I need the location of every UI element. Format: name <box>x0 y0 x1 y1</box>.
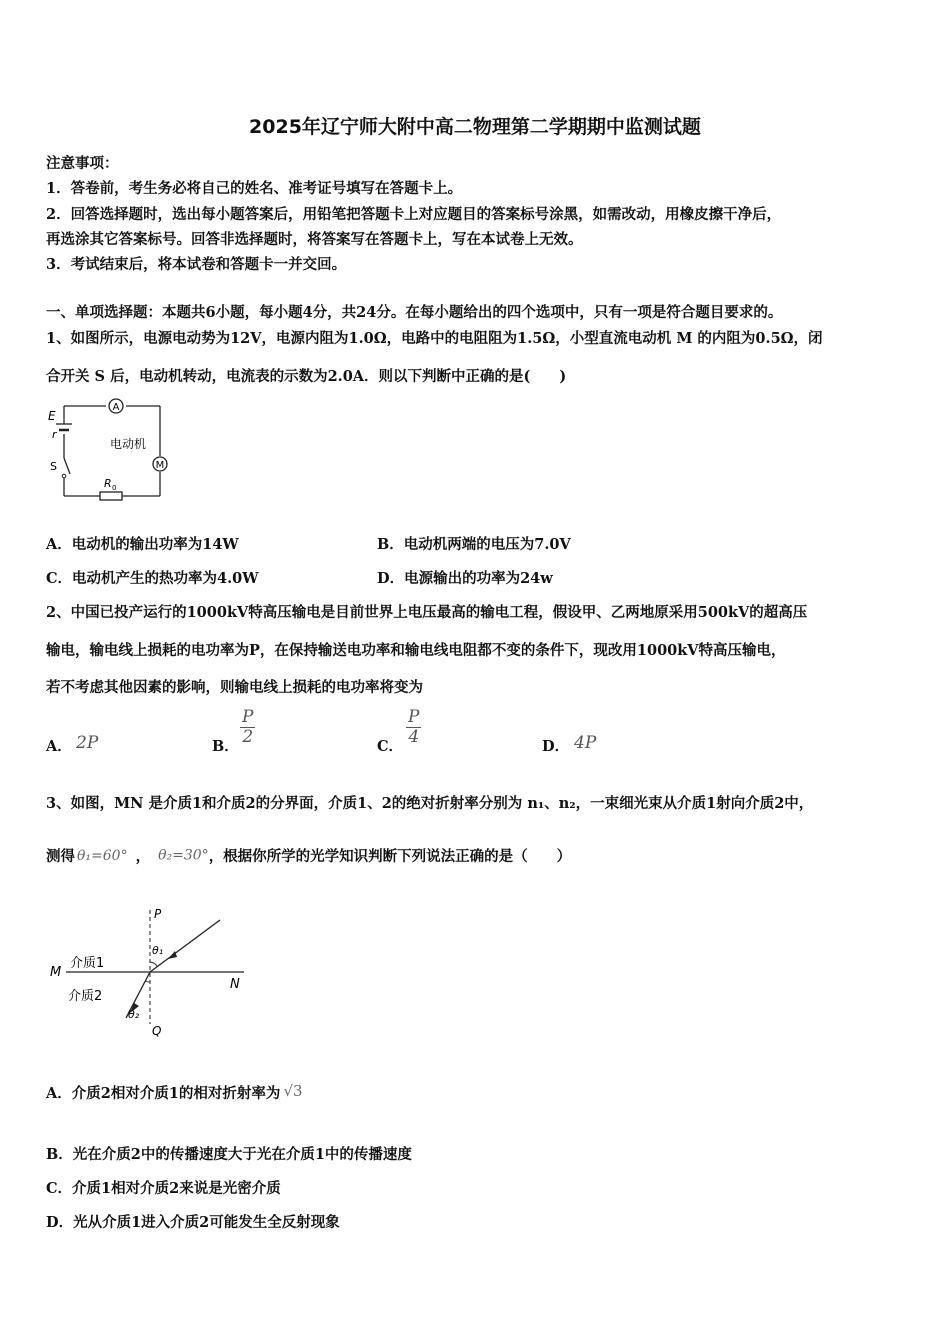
svg-text:M: M <box>50 965 62 980</box>
q2-option-b-fraction: $\frac{P}{2}$ <box>242 707 254 747</box>
q2-option-c-fraction: $\frac{P}{4}$ <box>408 707 420 747</box>
q1-option-b: B．电动机两端的电压为7.0V <box>377 536 571 553</box>
notice-heading: 注意事项： <box>46 155 119 172</box>
q2-option-b-label: B． <box>212 738 239 755</box>
svg-text:N: N <box>230 977 240 992</box>
q3-option-c: C．介质1相对介质2来说是光密介质 <box>46 1180 281 1197</box>
svg-text:介质1: 介质1 <box>70 956 105 971</box>
q1-option-c: C．电动机产生的热功率为4.0W <box>46 570 259 587</box>
q1-line2: 合开关 S 后，电动机转动，电流表的示数为2.0A．则以下判断中正确的是( ) <box>46 368 567 385</box>
svg-text:E: E <box>48 409 56 423</box>
q3-option-b: B．光在介质2中的传播速度大于光在介质1中的传播速度 <box>46 1146 412 1163</box>
switch-blade <box>64 458 70 474</box>
svg-text:S: S <box>50 460 57 473</box>
q3-option-d: D．光从介质1进入介质2可能发生全反射现象 <box>46 1214 340 1231</box>
resistor-icon <box>100 492 122 500</box>
svg-text:介质2: 介质2 <box>68 989 103 1004</box>
q1-option-d: D．电源输出的功率为24w <box>377 570 553 587</box>
q2-line1: 2、中国已投产运行的1000kV特高压输电是目前世界上电压最高的输电工程，假设甲、乙两地原采用500kV的超高压 <box>46 604 808 621</box>
svg-text:电动机: 电动机 <box>110 437 147 451</box>
q1-circuit-diagram <box>44 398 174 504</box>
svg-text:θ₁: θ₁ <box>152 944 164 957</box>
svg-text:r: r <box>52 428 57 441</box>
svg-text:0: 0 <box>112 484 117 492</box>
svg-text:θ₂: θ₂ <box>128 1008 140 1021</box>
notice-item-3: 3．考试结束后，将本试卷和答题卡一并交回。 <box>46 256 347 273</box>
svg-text:Q: Q <box>152 1024 162 1038</box>
q2-option-d-label: D． <box>542 738 570 755</box>
section-heading: 一、单项选择题：本题共6小题，每小题4分，共24分。在每小题给出的四个选项中，只有一项是符合题目要求的。 <box>46 304 783 321</box>
svg-text:P: P <box>154 907 162 921</box>
q1-option-a: A．电动机的输出功率为14W <box>46 536 239 553</box>
q2-option-a-label: A． <box>46 738 72 755</box>
notice-item-2a: 2．回答选择题时，选出每小题答案后，用铅笔把答题卡上对应题目的答案标号涂黑，如需改动，用橡皮擦干净后， <box>46 206 782 223</box>
q1-line1: 1、如图所示，电源电动势为12V，电源内阻为1.0Ω，电路中的电阻阻为1.5Ω，小型直流电动机 M 的内阻为0.5Ω，闭 <box>46 330 823 347</box>
q3-line1: 3、如图，MN 是介质1和介质2的分界面，介质1、2的绝对折射率分别为 n₁、n₂，一束细光束从介质1射向介质2中， <box>46 795 814 812</box>
svg-text:R: R <box>104 477 112 490</box>
notice-item-2b: 再选涂其它答案标号。回答非选择题时，将答案写在答题卡上，写在本试卷上无效。 <box>46 231 583 248</box>
q3-option-a: A．介质2相对介质1的相对折射率为 √3 <box>46 1082 303 1102</box>
q2-option-d-value: 4P <box>574 733 597 753</box>
theta2-value: θ₂=30° <box>158 847 209 864</box>
svg-text:A: A <box>112 402 120 413</box>
q2-option-c-label: C． <box>377 738 404 755</box>
q2-line2: 输电，输电线上损耗的电功率为P，在保持输送电功率和输电线电阻都不变的条件下，现改用1000kV特高压输电， <box>46 642 786 659</box>
q2-option-a-value: 2P <box>76 733 99 753</box>
q3-line2: 测得 θ₁=60° ， θ₂=30°，根据你所学的光学知识判断下列说法正确的是（ ） <box>46 847 572 865</box>
q2-line3: 若不考虑其他因素的影响，则输电线上损耗的电功率将变为 <box>46 679 423 696</box>
theta1-value: θ₁=60° <box>77 847 128 864</box>
page-title: 2025年辽宁师大附中高二物理第二学期期中监测试题 <box>249 116 701 138</box>
svg-text:M: M <box>155 460 165 471</box>
sqrt3-value: √3 <box>283 1082 303 1100</box>
q3-refraction-diagram <box>44 902 254 1040</box>
notice-item-1: 1．答卷前，考生务必将自己的姓名、准考证号填写在答题卡上。 <box>46 180 463 197</box>
